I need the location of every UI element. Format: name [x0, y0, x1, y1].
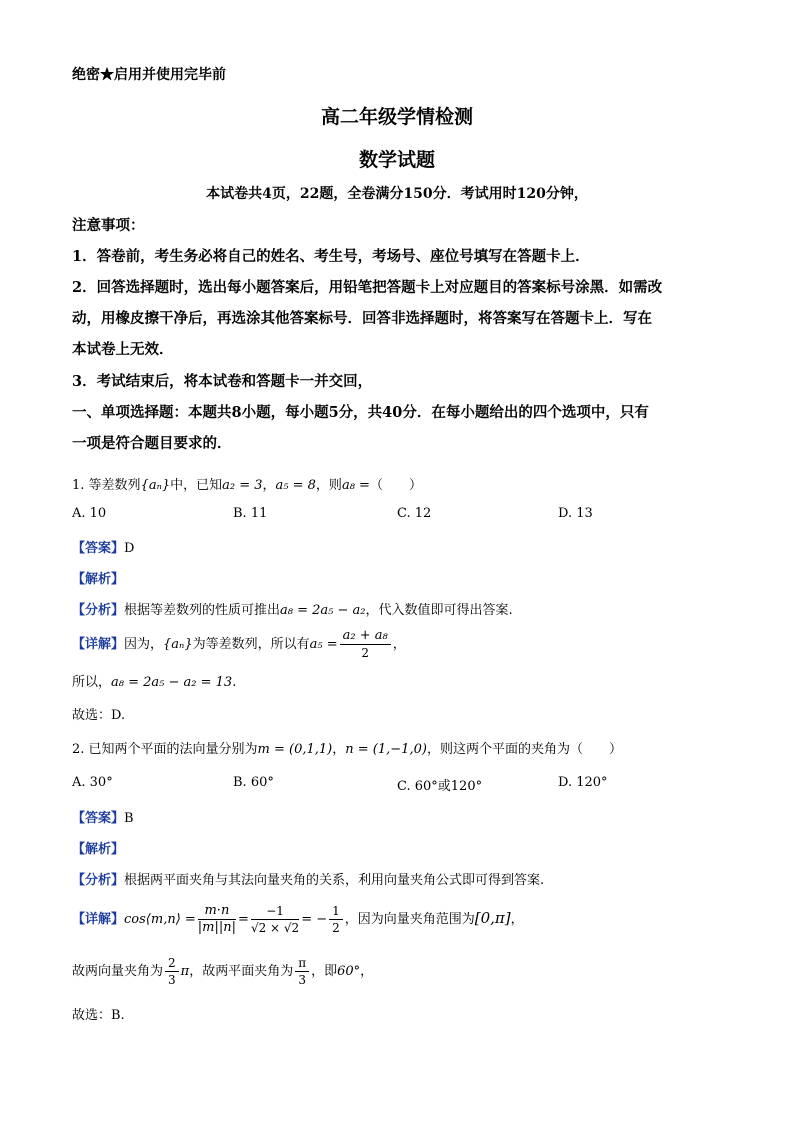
fraction-denominator: 2	[361, 646, 369, 660]
q2-range: [0,π]	[474, 909, 511, 927]
q2-jiexi	[72, 838, 124, 857]
q2-answer-value: B	[124, 811, 134, 826]
notice-item-2-line-2: 动，用橡皮擦干净后，再选涂其他答案标号．回答非选择题时，将答案写在答题卡上．写在	[72, 310, 652, 327]
q2-fraction-5	[295, 955, 309, 988]
question-1-stem	[72, 474, 422, 493]
page-title: 高二年级学情检测	[320, 106, 473, 128]
section-heading-line-2: 一项是符合题目要求的．	[72, 435, 232, 452]
q1-condition-2: a₅ = 8	[275, 478, 316, 493]
fraction-denominator: 3	[168, 973, 176, 987]
q2-equals-1: =	[238, 912, 249, 927]
jiexi-tag: 【解析】	[72, 572, 125, 587]
q2-line2-text-b: ，故两平面夹角为	[189, 964, 294, 979]
q1-therefore	[72, 671, 236, 690]
q1-answer	[72, 537, 134, 556]
q2-stem-a: 2. 已知两个平面的法向量分别为	[72, 742, 258, 757]
q1-option-c: C. 12	[397, 506, 432, 521]
fraction-denominator: √2 × √2	[250, 921, 300, 935]
q2-detail-text-c: ，	[510, 912, 524, 927]
fraction-denominator: |m||n|	[197, 920, 237, 935]
fraction-denominator: 2	[332, 921, 340, 935]
q1-paren: （ ）	[369, 478, 422, 493]
q1-detail-text-a: 因为，	[124, 637, 164, 652]
fraction-numerator: π	[295, 955, 309, 972]
notice-item-1: 1．答卷前，考生务必将自己的姓名、考生号，考场号、座位号填写在答题卡上．	[72, 248, 590, 265]
q1-therefore-formula: a₈ = 2a₅ − a₂ = 13	[111, 675, 233, 690]
q1-detail	[72, 628, 406, 661]
q1-target: a₈ =	[341, 478, 370, 493]
q2-stem-b: ，则这两个平面的夹角为（ ）	[426, 742, 622, 757]
notice-item-3: 3．考试结束后，将本试卷和答题卡一并交回，	[72, 373, 373, 390]
question-2-stem	[72, 738, 622, 757]
q2-vector-m: m = (0,1,1)	[257, 742, 333, 757]
q1-detail-lhs: a₅ =	[309, 637, 338, 652]
q2-comma: ，	[332, 742, 346, 757]
xiangjie-tag: 【详解】	[72, 912, 125, 927]
q2-line2-text-a: 故两向量夹角为	[72, 964, 164, 979]
q2-option-d: D. 120°	[558, 775, 608, 790]
q1-stem-c: ，则	[315, 478, 342, 493]
q1-sequence: {aₙ}	[140, 478, 171, 493]
q2-equals-2: = −	[301, 912, 328, 927]
q1-option-b: B. 11	[233, 506, 268, 521]
q1-condition-1: a₂ = 3	[222, 478, 263, 493]
q1-therefore-end: .	[232, 675, 237, 690]
q1-option-a: A. 10	[72, 506, 107, 521]
q1-conclusion: 故选：D.	[72, 708, 126, 723]
q1-analysis-text-b: ，代入数值即可得出答案.	[365, 603, 513, 618]
q1-detail-fraction	[340, 628, 391, 661]
q2-conclusion: 故选：B.	[72, 1008, 125, 1023]
q2-line2-text-c: ，即	[311, 964, 338, 979]
fenxi-tag: 【分析】	[72, 603, 125, 618]
q1-analysis-text-a: 根据等差数列的性质可推出	[124, 603, 281, 618]
q2-option-a: A. 30°	[72, 775, 113, 790]
q2-line2-text-d: ，	[360, 964, 374, 979]
answer-tag: 【答案】	[72, 541, 125, 556]
q1-analysis-formula: a₈ = 2a₅ − a₂	[280, 603, 366, 618]
q1-jiexi	[72, 568, 124, 587]
subject-title: 数学试题	[358, 149, 435, 171]
notice-item-2-line-3: 本试卷上无效．	[72, 341, 174, 358]
q2-option-c: C. 60°或120°	[397, 779, 483, 794]
q2-fraction-1	[198, 903, 236, 936]
q2-answer	[72, 807, 134, 826]
confidential-label: 绝密★启用并使用完毕前	[72, 67, 226, 83]
notice-item-2-line-1: 2．回答选择题时，选出每小题答案后，用铅笔把答题卡上对应题目的答案标号涂黑．如需改	[72, 279, 663, 296]
q1-option-d: D. 13	[558, 506, 593, 521]
section-heading-line-1: 一、单项选择题：本题共8小题，每小题5分，共40分．在每小题给出的四个选项中，只有	[72, 404, 649, 421]
q1-separator: ，	[262, 478, 276, 493]
q1-analysis	[72, 599, 513, 618]
fraction-numerator: −1	[251, 903, 299, 920]
q2-fraction-3	[329, 903, 343, 936]
fenxi-tag: 【分析】	[72, 873, 125, 888]
q2-analysis	[72, 869, 544, 888]
q1-answer-value: D	[124, 541, 135, 556]
q2-option-b: B. 60°	[233, 775, 274, 790]
answer-tag: 【答案】	[72, 811, 125, 826]
q1-detail-text-b: 为等差数列，所以有	[192, 637, 310, 652]
exam-info: 本试卷共4页，22题，全卷满分150分．考试用时120分钟，	[206, 186, 588, 202]
xiangjie-tag: 【详解】	[72, 637, 125, 652]
fraction-denominator: 3	[298, 973, 306, 987]
q2-detail-text-b: ，因为向量夹角范围为	[344, 912, 475, 927]
q1-stem-b: 中，已知	[170, 478, 223, 493]
q2-fraction-2	[251, 903, 299, 936]
q2-detail	[72, 903, 524, 936]
jiexi-tag: 【解析】	[72, 842, 125, 857]
fraction-numerator: 2	[165, 955, 179, 972]
q2-degree: 60°	[337, 964, 361, 979]
q2-detail-line-2	[72, 955, 373, 988]
notice-heading: 注意事项：	[72, 217, 145, 234]
q2-fraction-4	[165, 955, 179, 988]
q1-stem-a: 1. 等差数列	[72, 478, 141, 493]
q2-analysis-text: 根据两平面夹角与其法向量夹角的关系，利用向量夹角公式即可得到答案.	[124, 873, 545, 888]
fraction-numerator: m·n	[198, 903, 236, 920]
q2-vector-n: n = (1,−1,0)	[345, 742, 427, 757]
q2-cos-lhs: cos⟨m,n⟩ =	[124, 912, 196, 927]
q1-detail-text-c: ，	[392, 637, 406, 652]
fraction-numerator: a₂ + a₈	[340, 628, 391, 645]
q1-therefore-label: 所以，	[72, 675, 112, 690]
q1-detail-sequence: {aₙ}	[163, 637, 193, 652]
q2-pi: π	[180, 964, 190, 979]
fraction-numerator: 1	[329, 903, 343, 920]
